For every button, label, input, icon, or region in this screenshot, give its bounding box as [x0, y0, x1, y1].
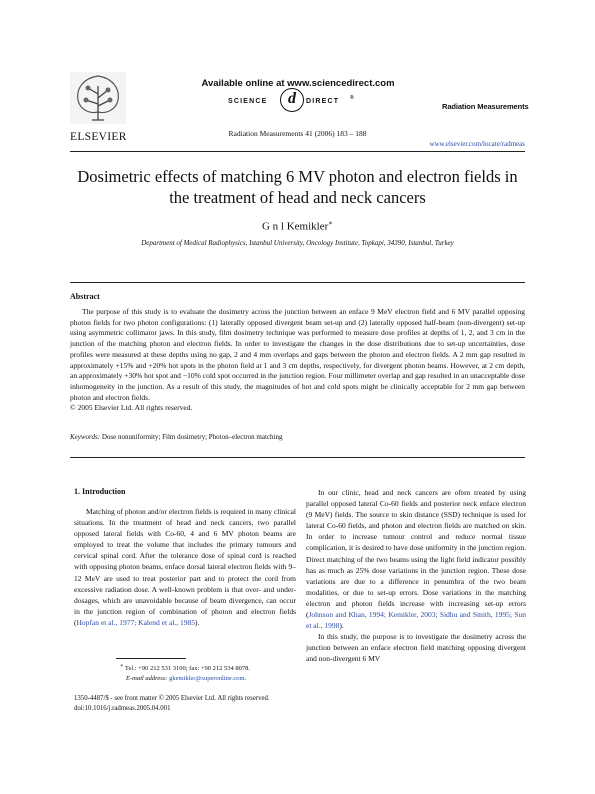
abstract-copyright: © 2005 Elsevier Ltd. All rights reserved.: [70, 403, 193, 413]
abstract-text: The purpose of this study is to evaluate the dosimetry across the junction between an enface 9 MeV electron field and 6 MV parallel opposing photon fields for two photon configurations: (1) laterally opposed divergent beam set-up and (2) laterally opposed half-beam (non-divergent) set-up using asymmetric collimator jaws. In this study, film dosimetry technique was performed to measure dose profiles at depths of 1, 2, and 3 cm in the junction of the matching photon and electron fields. In order to investigate the changes in the dose distributions due to set-up uncertainties, dose profiles were measured at these depths using no gap, 2 and 4 mm overlaps and gaps between the photon and electron fields. A 2 mm gap resulted in approximately +15% and +20% hot spots in the photon field at 1 and 3 cm depths, respectively, for divergent photon beams. However, at 2 cm depth, an approximately +30% hot spot and −10% cold spot occurred in the junction region. Four millimeter overlap and gap resulted in an unacceptable dose inhomogeneity in the junction. As a result of this study, the magnitudes of hot and cold spots might be clinically acceptable for 2 mm gap between photon and electron fields.: [70, 307, 525, 402]
abstract-body: [70, 307, 525, 414]
author-name: G n l Kemikler: [261, 220, 329, 233]
author-line: [100, 219, 495, 233]
keywords-line: [70, 433, 525, 441]
paper-title: [60, 166, 535, 208]
sciencedirect-at-icon: d: [280, 88, 304, 112]
intro-right-column: [306, 487, 526, 665]
keywords-text: Dose nonuniformity; Film dosimetry; Photon–electron matching: [101, 433, 283, 441]
available-online-text: Available online at www.sciencedirect.com: [201, 78, 395, 89]
publisher-name: ELSEVIER: [70, 131, 127, 143]
journal-logo: Radiation Measurements: [442, 102, 529, 111]
abstract-top-rule: [70, 282, 525, 283]
intro-paragraph-1: Matching of photon and/or electron fields is required in many clinical situations. In the treatment of head and neck cancers, two parallel opposed lateral fields with Co-60, 4 and 6 MV photon beams are employed to treat the volume that includes the primary tumours and cervical spinal cord. After the tolerance dose of spinal cord is reached with opposing photon beams, enface dorsal lateral electron fields with 9–12 MeV are used to treat posterior part and to protect the cord from excessive radiation dose. A well-known problem is that over- and under-dosages, which are unavoidable because of beam divergence, can occur in the junction region of combination of photon and electron fields (Hopfan et al., 1977; Kalend et al., 1985).: [74, 507, 296, 627]
sciencedirect-right: DIRECT: [306, 98, 340, 105]
citation-line: Radiation Measurements 41 (2006) 183 – 188: [228, 129, 367, 138]
doi-line: doi:10.1016/j.radmeas.2005.04.001: [74, 705, 171, 712]
abstract-heading: Abstract: [70, 292, 100, 301]
citation-link-johnson[interactable]: Johnson and Khan, 1994; Kemikler, 2003; Sidhu and Smith, 1995; Sun et al., 1998: [306, 610, 526, 631]
paper-title-line2: the treatment of head and neck cancers: [169, 188, 426, 207]
intro-paragraph-3: In this study, the purpose is to investigate the dosimetry across the junction between an enface electron field matching opposing divergent and non-divergent 6 MV: [306, 632, 526, 664]
paper-title-line1: Dosimetric effects of matching 6 MV photon and electron fields in: [77, 167, 518, 186]
author-mark: ∗: [328, 219, 334, 227]
email-link[interactable]: gkemikler@superonline.com: [169, 674, 245, 682]
footnote: [120, 662, 300, 683]
footnote-rule: [116, 658, 186, 659]
header-rule: [70, 151, 525, 152]
section1-heading: 1. Introduction: [74, 487, 126, 496]
footnote-tel: ∗ Tel.: +90 212 531 3100; fax: +90 212 534 8078.: [120, 664, 251, 673]
sciencedirect-mark: ®: [350, 95, 354, 101]
issn-line: 1350-4487/$ - see front matter © 2005 Elsevier Ltd. All rights reserved.: [74, 695, 270, 702]
journal-url-link[interactable]: www.elsevier.com/locate/radmeas: [429, 140, 525, 148]
sciencedirect-left: SCIENCE: [228, 98, 268, 105]
intro-paragraph-2: In our clinic, head and neck cancers are often treated by using parallel opposed lateral Co-60 fields and posterior neck enface electron (9 MeV) fields. The source to skin distance (SSD) technique is used for lateral Co-60 fields, and photon and electron fields are matched on skin. In order to increase tumour control and reduce normal tissue complication, it is desired to have dose uniformity in the junction region. Direct matching of the two beams using the light field indicator possibly has as much as 25% dose variations in the junction region. These dose variations are due to a difference in penumbra of the two beam modalities, or due to set-up errors. Dose variations in the matching electron and photon fields increase with increasing set-up errors (Johnson and Khan, 1994; Kemikler, 2003; Sidhu and Smith, 1995; Sun et al., 1998).: [306, 488, 526, 631]
intro-left-column: [74, 506, 296, 628]
front-matter: [74, 694, 334, 714]
elsevier-tree-icon: [70, 72, 126, 124]
abstract-bottom-rule: [70, 457, 525, 458]
author-affiliation: Department of Medical Radiophysics, Istanbul University, Oncology Institute, Topkapi, 34390, Istanbul, Turkey: [141, 239, 454, 247]
keywords-label: Keywords:: [70, 433, 101, 441]
elsevier-logo: [70, 72, 127, 143]
footnote-email: E-mail address: gkemikler@superonline.com.: [126, 674, 247, 682]
citation-link-hopfan[interactable]: Hopfan et al., 1977; Kalend et al., 1985: [76, 617, 196, 627]
sciencedirect-logo: [228, 90, 368, 114]
